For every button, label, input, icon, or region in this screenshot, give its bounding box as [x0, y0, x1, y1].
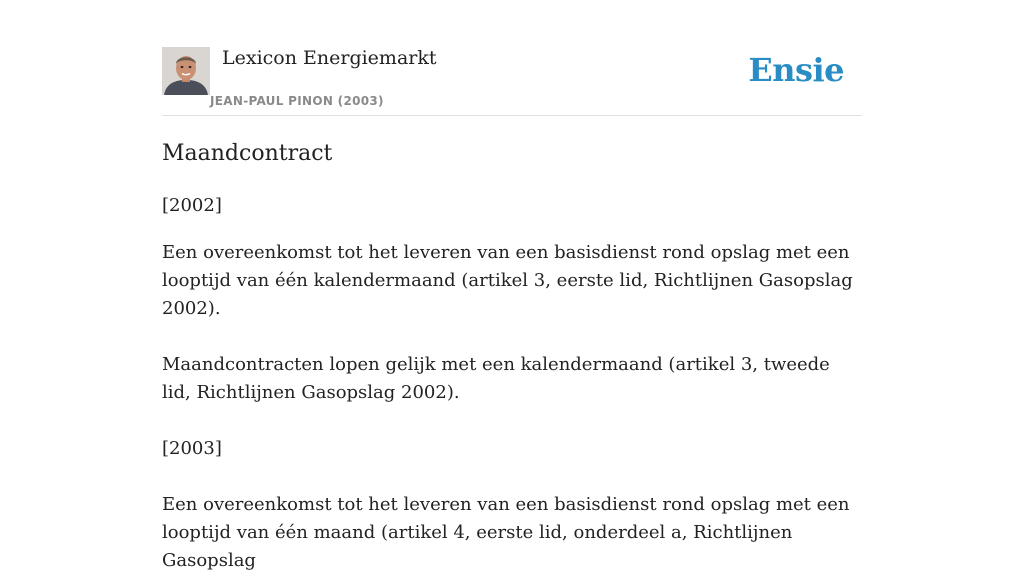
definition-paragraph: Maandcontracten lopen gelijk met een kalendermaand (artikel 3, tweede lid, Richtlijnen Gasopslag 2002).: [162, 354, 830, 403]
entry-title: Maandcontract: [162, 141, 333, 166]
author-name[interactable]: JEAN-PAUL PINON (2003): [210, 94, 384, 108]
header: [162, 46, 862, 116]
definition-paragraph: Een overeenkomst tot het leveren van een basisdienst rond opslag met een looptijd van één kalendermaand (artikel 3, eerste lid, Richtlijnen Gasopslag 2002).: [162, 242, 853, 319]
year-label: [2003]: [162, 438, 222, 459]
author-avatar[interactable]: [162, 47, 210, 95]
year-label: [2002]: [162, 195, 222, 216]
definition-paragraph: Een overeenkomst tot het leveren van een basisdienst rond opslag met een looptijd van één maand (artikel 4, eerste lid, onderdeel a, Richtlijnen Gasopslag: [162, 494, 850, 571]
entry-content: [162, 138, 862, 575]
book-title[interactable]: Lexicon Energiemarkt: [222, 47, 437, 69]
author-portrait-icon: [162, 47, 210, 95]
brand-logo[interactable]: Ensie: [748, 51, 844, 89]
